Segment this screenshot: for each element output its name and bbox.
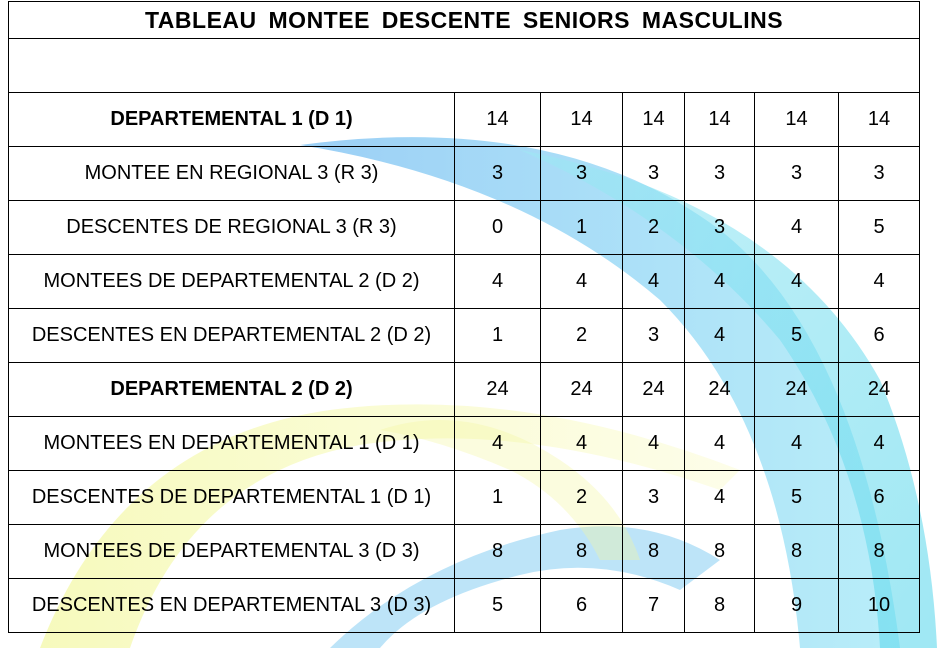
title-row bbox=[9, 2, 920, 39]
value-cell: 14 bbox=[541, 93, 623, 147]
value-cell: 4 bbox=[685, 417, 755, 471]
value-cell: 0 bbox=[455, 201, 541, 255]
value-cell: 8 bbox=[685, 525, 755, 579]
value-cell: 14 bbox=[755, 93, 839, 147]
value-cell: 8 bbox=[685, 579, 755, 633]
value-cell: 1 bbox=[455, 309, 541, 363]
value-cell: 24 bbox=[455, 363, 541, 417]
section-header-row bbox=[9, 363, 920, 417]
value-cell: 14 bbox=[455, 93, 541, 147]
value-cell: 3 bbox=[839, 147, 920, 201]
value-cell: 4 bbox=[541, 255, 623, 309]
value-cell: 3 bbox=[623, 471, 685, 525]
value-cell: 14 bbox=[685, 93, 755, 147]
row-label: DESCENTES DE REGIONAL 3 (R 3) bbox=[9, 201, 455, 255]
value-cell: 6 bbox=[839, 471, 920, 525]
value-cell: 4 bbox=[685, 255, 755, 309]
value-cell: 24 bbox=[541, 363, 623, 417]
value-cell: 8 bbox=[839, 525, 920, 579]
table-title: TABLEAU MONTEE DESCENTE SENIORS MASCULINS bbox=[9, 2, 920, 39]
row-label: DESCENTES EN DEPARTEMENTAL 3 (D 3) bbox=[9, 579, 455, 633]
row-label: DESCENTES DE DEPARTEMENTAL 1 (D 1) bbox=[9, 471, 455, 525]
value-cell: 3 bbox=[623, 147, 685, 201]
value-cell: 4 bbox=[755, 417, 839, 471]
table-row bbox=[9, 579, 920, 633]
row-label: MONTEES EN DEPARTEMENTAL 1 (D 1) bbox=[9, 417, 455, 471]
table-row bbox=[9, 417, 920, 471]
value-cell: 4 bbox=[755, 201, 839, 255]
table-row bbox=[9, 255, 920, 309]
empty-cell bbox=[9, 39, 920, 93]
value-cell: 5 bbox=[755, 309, 839, 363]
section-header-row bbox=[9, 93, 920, 147]
value-cell: 5 bbox=[755, 471, 839, 525]
value-cell: 2 bbox=[541, 471, 623, 525]
value-cell: 4 bbox=[685, 309, 755, 363]
value-cell: 10 bbox=[839, 579, 920, 633]
promotion-relegation-table bbox=[8, 1, 920, 633]
value-cell: 24 bbox=[685, 363, 755, 417]
value-cell: 24 bbox=[623, 363, 685, 417]
value-cell: 1 bbox=[455, 471, 541, 525]
value-cell: 4 bbox=[623, 417, 685, 471]
value-cell: 3 bbox=[685, 201, 755, 255]
table-row bbox=[9, 147, 920, 201]
value-cell: 4 bbox=[755, 255, 839, 309]
value-cell: 7 bbox=[623, 579, 685, 633]
value-cell: 4 bbox=[455, 255, 541, 309]
row-label: MONTEE EN REGIONAL 3 (R 3) bbox=[9, 147, 455, 201]
value-cell: 3 bbox=[455, 147, 541, 201]
value-cell: 6 bbox=[541, 579, 623, 633]
row-label: MONTEES DE DEPARTEMENTAL 3 (D 3) bbox=[9, 525, 455, 579]
value-cell: 4 bbox=[623, 255, 685, 309]
value-cell: 8 bbox=[623, 525, 685, 579]
value-cell: 2 bbox=[623, 201, 685, 255]
value-cell: 8 bbox=[755, 525, 839, 579]
value-cell: 2 bbox=[541, 309, 623, 363]
value-cell: 3 bbox=[541, 147, 623, 201]
value-cell: 5 bbox=[455, 579, 541, 633]
value-cell: 8 bbox=[541, 525, 623, 579]
table-row bbox=[9, 201, 920, 255]
value-cell: 3 bbox=[685, 147, 755, 201]
row-label: DEPARTEMENTAL 2 (D 2) bbox=[9, 363, 455, 417]
spacer-row bbox=[9, 39, 920, 93]
value-cell: 4 bbox=[685, 471, 755, 525]
value-cell: 4 bbox=[541, 417, 623, 471]
row-label: DESCENTES EN DEPARTEMENTAL 2 (D 2) bbox=[9, 309, 455, 363]
value-cell: 4 bbox=[839, 255, 920, 309]
value-cell: 4 bbox=[839, 417, 920, 471]
table-row bbox=[9, 525, 920, 579]
value-cell: 3 bbox=[755, 147, 839, 201]
value-cell: 14 bbox=[839, 93, 920, 147]
value-cell: 4 bbox=[455, 417, 541, 471]
value-cell: 3 bbox=[623, 309, 685, 363]
table-row bbox=[9, 309, 920, 363]
value-cell: 8 bbox=[455, 525, 541, 579]
value-cell: 1 bbox=[541, 201, 623, 255]
row-label: DEPARTEMENTAL 1 (D 1) bbox=[9, 93, 455, 147]
table-row bbox=[9, 471, 920, 525]
value-cell: 9 bbox=[755, 579, 839, 633]
value-cell: 24 bbox=[839, 363, 920, 417]
value-cell: 5 bbox=[839, 201, 920, 255]
value-cell: 24 bbox=[755, 363, 839, 417]
value-cell: 14 bbox=[623, 93, 685, 147]
row-label: MONTEES DE DEPARTEMENTAL 2 (D 2) bbox=[9, 255, 455, 309]
value-cell: 6 bbox=[839, 309, 920, 363]
